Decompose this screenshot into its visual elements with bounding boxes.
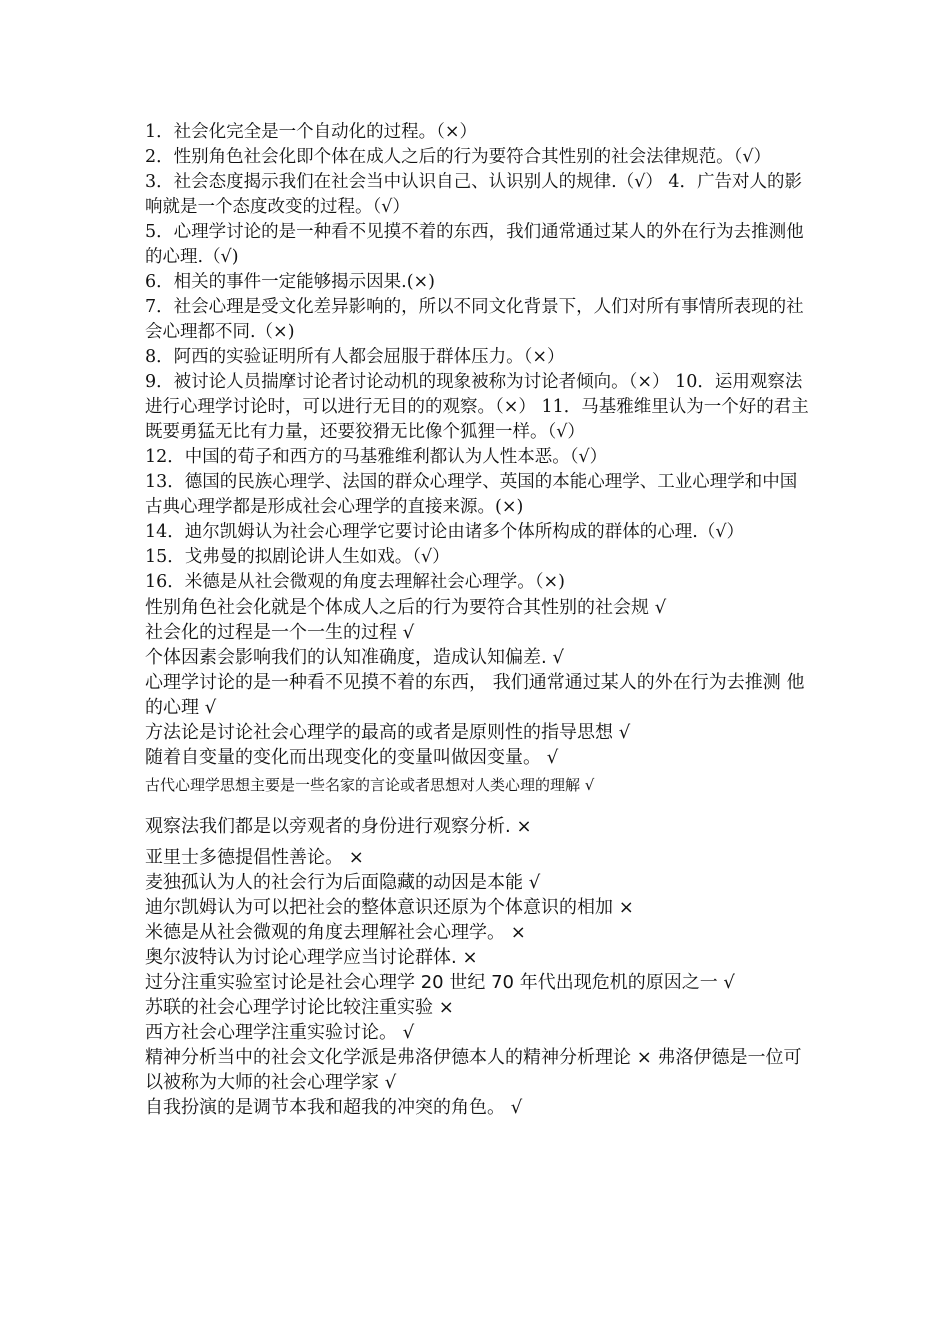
statement-line: 精神分析当中的社会文化学派是弗洛伊德本人的精神分析理论 × 弗洛伊德是一位可以被称为大师的社会心理学家 √	[145, 1047, 802, 1093]
statement-line: 米德是从社会微观的角度去理解社会心理学。 ×	[145, 922, 526, 943]
statement-line: 自我扮演的是调节本我和超我的冲突的角色。 √	[145, 1097, 523, 1118]
statement-line: 方法论是讨论社会心理学的最高的或者是原则性的指导思想 √	[145, 722, 631, 743]
statement-line: 亚里士多德提倡性善论。 ×	[145, 847, 364, 868]
statement-line-heading: 观察法我们都是以旁观者的身份进行观察分析. ×	[145, 816, 532, 837]
question-line: 1．社会化完全是一个自动化的过程。（×）	[145, 122, 478, 142]
statement-line-small: 古代心理学思想主要是一些名家的言论或者思想对人类心理的理解 √	[145, 776, 595, 794]
question-line: 7．社会心理是受文化差异影响的，所以不同文化背景下，人们对所有事情所表现的社会心理都不同.（×)	[145, 297, 804, 342]
statement-line: 麦独孤认为人的社会行为后面隐藏的动因是本能 √	[145, 872, 541, 893]
statement-line: 过分注重实验室讨论是社会心理学 20 世纪 70 年代出现危机的原因之一 √	[145, 972, 735, 993]
statement-line: 个体因素会影响我们的认知准确度，造成认知偏差. √	[145, 647, 564, 668]
question-line: 9．被讨论人员揣摩讨论者讨论动机的现象被称为讨论者倾向。（×） 10．运用观察法进行心理学讨论时，可以进行无目的的观察。（×） 11．马基雅维里认为一个好的君主既要勇猛无比有力量，还要狡猾无比像个狐狸一样。（√）	[145, 372, 809, 442]
statement-line: 心理学讨论的是一种看不见摸不着的东西， 我们通常通过某人的外在行为去推测 他的心理 √	[145, 672, 805, 718]
question-line: 3．社会态度揭示我们在社会当中认识自己、认识别人的规律.（√） 4．广告对人的影响就是一个态度改变的过程。（√）	[145, 172, 803, 217]
statement-line: 迪尔凯姆认为可以把社会的整体意识还原为个体意识的相加 ×	[145, 897, 634, 918]
question-line: 12．中国的荀子和西方的马基雅维利都认为人性本恶。（√）	[145, 447, 608, 467]
question-line: 16．米德是从社会微观的角度去理解社会心理学。（×)	[145, 572, 566, 592]
question-line: 6．相关的事件一定能够揭示因果.(×)	[145, 272, 436, 292]
question-line: 13．德国的民族心理学、法国的群众心理学、英国的本能心理学、工业心理学和中国古典心理学都是形成社会心理学的直接来源。(×)	[145, 472, 798, 517]
statement-line: 性别角色社会化就是个体成人之后的行为要符合其性别的社会规 √	[145, 597, 667, 618]
statement-line: 随着自变量的变化而出现变化的变量叫做因变量。 √	[145, 747, 559, 768]
statement-line: 苏联的社会心理学讨论比较注重实验 ×	[145, 997, 454, 1018]
statement-line: 西方社会心理学注重实验讨论。 √	[145, 1022, 415, 1043]
document-body	[145, 120, 810, 1120]
statement-line: 奥尔波特认为讨论心理学应当讨论群体. ×	[145, 947, 478, 968]
question-line: 14．迪尔凯姆认为社会心理学它要讨论由诸多个体所构成的群体的心理.（√）	[145, 522, 744, 542]
statement-line: 社会化的过程是一个一生的过程 √	[145, 622, 415, 643]
question-line: 15．戈弗曼的拟剧论讲人生如戏。（√）	[145, 547, 450, 567]
question-line: 5．心理学讨论的是一种看不见摸不着的东西，我们通常通过某人的外在行为去推测他的心理.（√)	[145, 222, 804, 267]
question-line: 2．性别角色社会化即个体在成人之后的行为要符合其性别的社会法律规范。（√）	[145, 147, 772, 167]
question-line: 8．阿西的实验证明所有人都会屈服于群体压力。（×）	[145, 347, 565, 367]
